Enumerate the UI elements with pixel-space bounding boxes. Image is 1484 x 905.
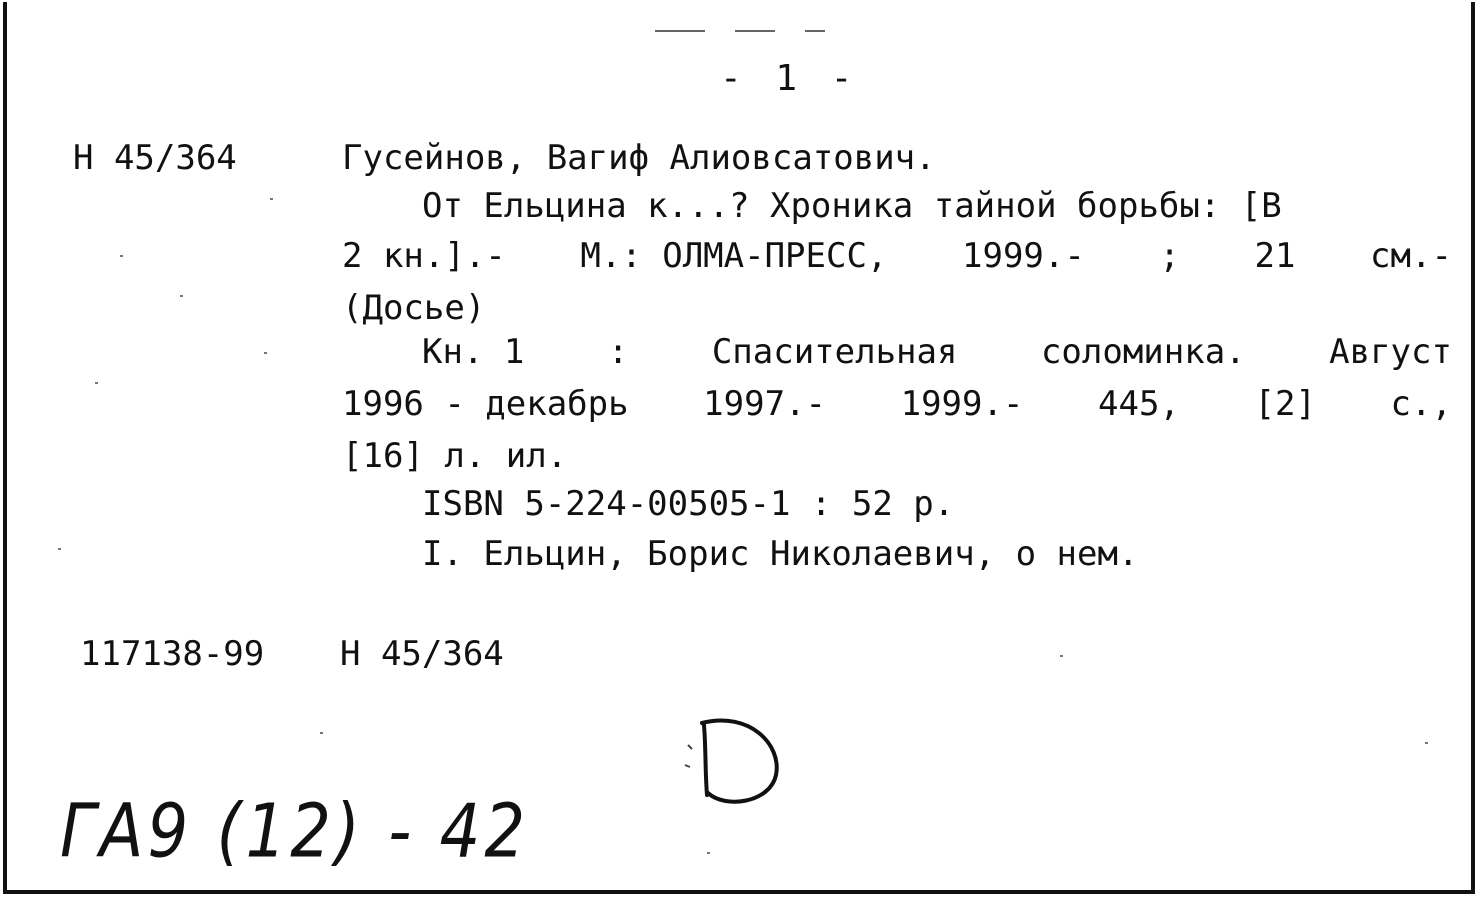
speck [320, 732, 323, 734]
volume-part: Кн. 1 [422, 332, 525, 372]
speck [1425, 742, 1428, 744]
volume-dates-part: 1999.- [900, 384, 1024, 424]
imprint-part: М.: ОЛМА-ПРЕСС, [580, 236, 888, 276]
top-mark [655, 30, 705, 32]
imprint-line [342, 232, 1452, 280]
imprint-part: ; [1159, 236, 1180, 276]
volume-dates-part: [2] [1254, 384, 1316, 424]
speck [120, 255, 123, 257]
call-number: Н 45/364 [73, 138, 237, 178]
volume-dates-part: с., [1390, 384, 1452, 424]
imprint-part: см.- [1370, 236, 1452, 276]
title-line [342, 182, 1452, 230]
volume-line [342, 328, 1452, 376]
author-heading: Гусейнов, Вагиф Алиовсатович. [342, 138, 936, 178]
speck [264, 352, 267, 354]
speck [180, 295, 183, 297]
speck [95, 382, 98, 384]
volume-dates-part: 1997.- [703, 384, 826, 424]
page-number: - 1 - [720, 58, 859, 99]
isbn-line: ISBN 5-224-00505-1 : 52 р. [422, 484, 955, 524]
speck [1060, 655, 1063, 657]
imprint-part: 1999.- [962, 236, 1085, 276]
volume-part: Спасительная [711, 332, 958, 372]
speck [58, 548, 61, 550]
title-text: От Ельцина к...? Хроника тайной борьбы: [В [422, 186, 1282, 226]
volume-part: : [607, 332, 629, 372]
top-mark [735, 30, 775, 32]
speck [270, 198, 273, 200]
top-mark [805, 30, 825, 32]
speck [707, 852, 710, 854]
inventory-number: 117138-99 [80, 634, 265, 674]
volume-part: соломинка. [1040, 332, 1246, 372]
volume-part: Август [1329, 332, 1452, 372]
handwritten-code: ГА9 (12) - 42 [60, 790, 530, 876]
stamp-d-mark [680, 705, 790, 815]
volume-dates-part: 1996 - декабрь [342, 384, 629, 424]
imprint-part: 2 кн.].- [342, 236, 506, 276]
volume-dates-line [342, 380, 1452, 428]
volume-dates-part: 445, [1098, 384, 1180, 424]
plates-line: [16] л. ил. [342, 436, 568, 476]
subject-line: I. Ельцин, Борис Николаевич, о нем. [422, 534, 1139, 574]
series-line: (Досье) [342, 288, 486, 328]
imprint-part: 21 [1254, 236, 1296, 276]
shelf-mark: Н 45/364 [340, 634, 504, 674]
